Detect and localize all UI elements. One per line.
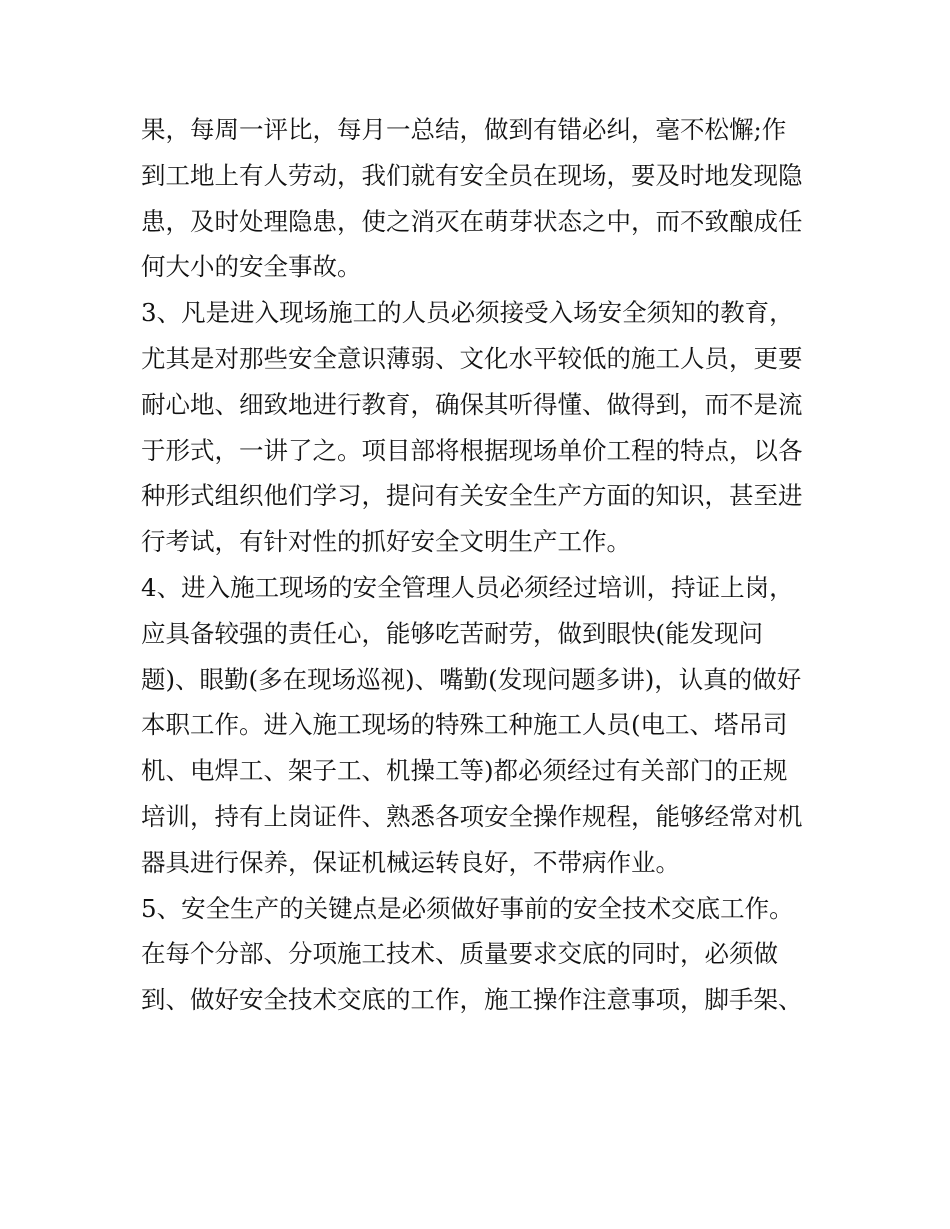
text-line: 耐心地、细致地进行教育，确保其听得懂、做得到，而不是流 xyxy=(141,389,803,419)
text-line: 患，及时处理隐患，使之消灭在萌芽状态之中，而不致酿成任 xyxy=(141,206,803,236)
text-line: 3、凡是进入现场施工的人员必须接受入场安全须知的教育， xyxy=(141,298,794,328)
text-line: 尤其是对那些安全意识薄弱、文化水平较低的施工人员，更要 xyxy=(141,343,803,373)
text-line: 培训，持有上岗证件、熟悉各项安全操作规程，能够经常对机 xyxy=(141,801,803,831)
text-line: 应具备较强的责任心，能够吃苦耐劳，做到眼快(能发现问 xyxy=(141,618,764,648)
text-line: 果，每周一评比，每月一总结，做到有错必纠，毫不松懈;作 xyxy=(141,115,787,144)
text-line: 5、安全生产的关键点是必须做好事前的安全技术交底工作。 xyxy=(141,893,794,923)
text-line: 种形式组织他们学习，提问有关安全生产方面的知识，甚至进 xyxy=(141,481,803,511)
text-line: 器具进行保养，保证机械运转良好，不带病作业。 xyxy=(141,847,680,877)
text-line: 行考试，有针对性的抓好安全文明生产工作。 xyxy=(141,527,631,557)
text-line: 题)、眼勤(多在现场巡视)、嘴勤(发现问题多讲)，认真的做好 xyxy=(141,664,802,694)
text-line: 本职工作。进入施工现场的特殊工种施工人员(电工、塔吊司 xyxy=(141,710,788,740)
text-line: 何大小的安全事故。 xyxy=(141,252,362,282)
text-line: 在每个分部、分项施工技术、质量要求交底的同时，必须做 xyxy=(141,939,778,969)
text-line: 于形式，一讲了之。项目部将根据现场单价工程的特点，以各 xyxy=(141,435,803,465)
text-line: 4、进入施工现场的安全管理人员必须经过培训，持证上岗， xyxy=(141,572,794,602)
text-line: 到、做好安全技术交底的工作，施工操作注意事项，脚手架、 xyxy=(141,985,803,1015)
text-line: 机、电焊工、架子工、机操工等)都必须经过有关部门的正规 xyxy=(141,756,788,786)
text-line: 到工地上有人劳动，我们就有安全员在现场，要及时地发现隐 xyxy=(141,160,803,190)
document-body xyxy=(141,107,821,1023)
